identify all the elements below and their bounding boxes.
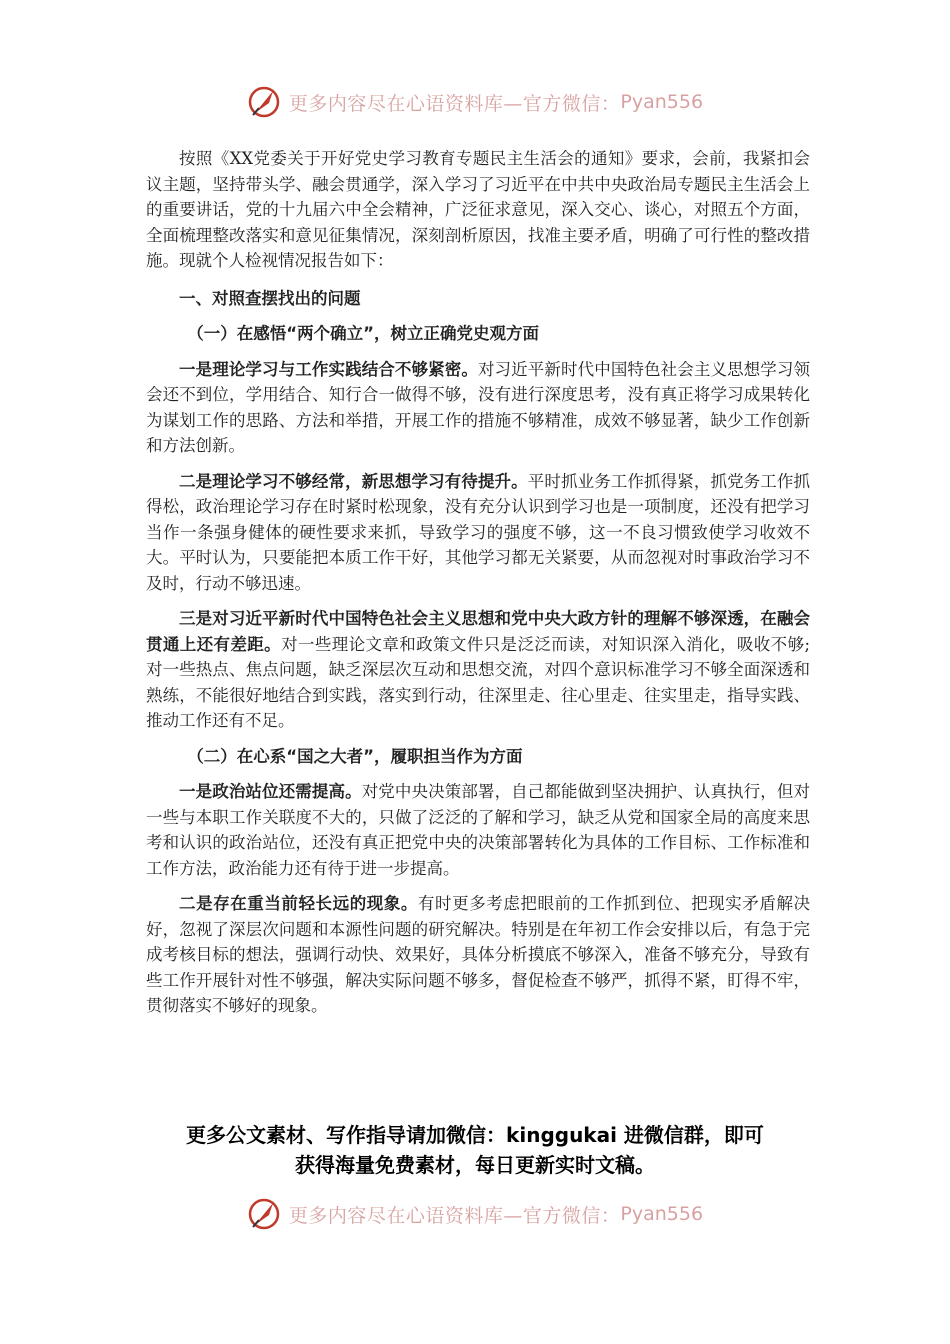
subsection-heading-1: （一）在感悟“两个确立”，树立正确党史观方面	[187, 324, 539, 343]
problem-paragraph	[146, 779, 810, 881]
promo-line-2: 获得海量免费素材，每日更新实时文稿。	[295, 1153, 655, 1177]
problem-body: 对一些理论文章和政策文件只是泛泛而读，对知识深入消化，吸收不够;对一些热点、焦点问题，缺乏深层次互动和思想交流，对四个意识标准学习不够全面深透和熟练，不能很好地结合到实践，落实到行动，往深里走、往心里走、往实里走，指导实践、推动工作还有不足。	[146, 634, 811, 730]
header-watermark	[0, 82, 950, 122]
problem-paragraph	[146, 606, 810, 734]
section-heading: 一、对照查摆找出的问题	[179, 288, 361, 308]
subsection-heading-2: （二）在心系“国之大者”，履职担当作为方面	[187, 746, 523, 766]
problem-body: 有时更多考虑把眼前的工作抓到位、把现实矛盾解决好，忽视了深层次问题和本源性问题的研究解决。特别是在年初工作会安排以后，有急于完成考核目标的想法，强调行动快、效果好，具体分析摸底不够深入，准备不够充分，导致有些工作开展针对性不够强，解决实际问题不够多，督促检查不够严，抓得不紧，盯得不牢，贯彻落实不够好的现象。	[146, 894, 811, 1015]
watermark-text: 更多内容尽在心语资料库—官方微信：	[288, 1204, 621, 1227]
problem-lead: 二是存在重当前轻长远的现象。	[179, 894, 418, 913]
quill-logo-icon	[247, 1197, 281, 1231]
intro-paragraph: 按照《XX党委关于开好党史学习教育专题民主生活会的通知》要求，会前，我紧扣会议主题，坚持带头学、融会贯通学，深入学习了习近平在中共中央政治局专题民主生活会上的重要讲话，党的十九届六中全会精神，广泛征求意见，深入交心、谈心，对照五个方面，全面梳理整改落实和意见征集情况，深刻剖析原因，找准主要矛盾，明确了可行性的整改措施。现就个人检视情况报告如下：	[146, 149, 810, 270]
problem-paragraph	[146, 469, 810, 597]
document-body	[146, 146, 810, 1029]
promo-line-1: 更多公文素材、写作指导请加微信：kinggukai 进微信群，即可	[186, 1123, 764, 1147]
promo-block	[120, 1120, 830, 1180]
problem-lead: 一是理论学习与工作实践结合不够紧密。	[179, 359, 478, 379]
problem-paragraph	[146, 891, 810, 1019]
problem-body: 对党中央决策部署，自己都能做到坚决拥护、认真执行，但对一些与本职工作关联度不大的，只做了泛泛的了解和学习，缺乏从党和国家全局的高度来思考和认识的政治站位，还没有真正把党中央的决策部署转化为具体的工作目标、工作标准和工作方法，政治能力还有待于进一步提高。	[146, 782, 811, 878]
problem-lead: 二是理论学习不够经常，新思想学习有待提升。	[179, 471, 528, 491]
problem-lead: 一是政治站位还需提高。	[179, 782, 362, 801]
watermark-wechat-id: Pyan556	[620, 1203, 704, 1225]
problem-body: 平时抓业务工作抓得紧，抓党务工作抓得松，政治理论学习存在时紧时松现象，没有充分认识到学习也是一项制度，还没有把学习当作一条强身健体的硬性要求来抓，导致学习的强度不够，这一不良习惯致使学习收效不大。平时认为，只要能把本质工作干好，其他学习都无关紧要，从而忽视对时事政治学习不及时，行动不够迅速。	[146, 471, 811, 593]
watermark-text: 更多内容尽在心语资料库—官方微信：	[288, 92, 621, 115]
problem-lead: 三是对习近平新时代中国特色社会主义思想和党中央大政方针的理解不够深透，在融会贯通上还有差距。	[146, 609, 810, 654]
watermark-wechat-id: Pyan556	[620, 91, 704, 113]
problem-paragraph	[146, 357, 810, 459]
footer-watermark	[0, 1194, 950, 1234]
quill-logo-icon	[247, 85, 281, 119]
problem-body: 对习近平新时代中国特色社会主义思想学习领会还不到位，学用结合、知行合一做得不够，没有进行深度思考，没有真正将学习成果转化为谋划工作的思路、方法和举措，开展工作的措施不够精准，成效不够显著，缺少工作创新和方法创新。	[146, 359, 811, 455]
